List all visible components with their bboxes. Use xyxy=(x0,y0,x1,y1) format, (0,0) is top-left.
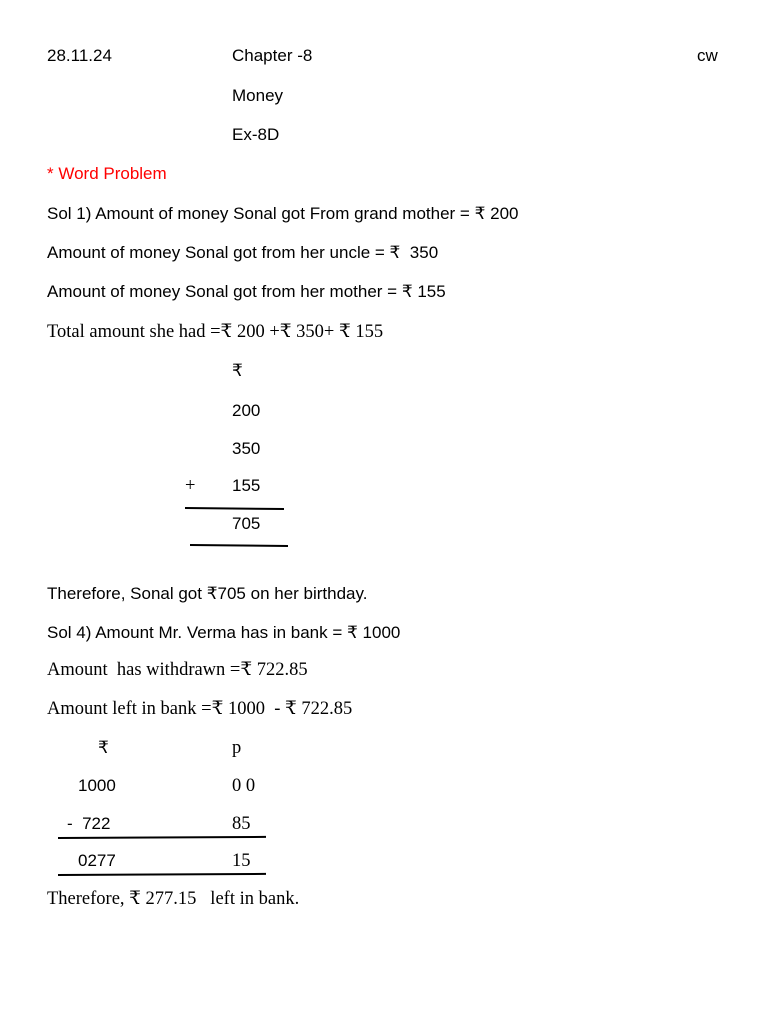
sol1-line3: Amount of money Sonal got from her mother = ₹ 155 xyxy=(47,282,446,301)
sol4-line1: Sol 4) Amount Mr. Verma has in bank = ₹ 1000 xyxy=(47,623,401,642)
sub-minuend-rupees: 1000 xyxy=(78,776,116,795)
sub-result-rupees: 0277 xyxy=(78,851,116,870)
sub-result-paise: 15 xyxy=(232,851,251,871)
sum-underline-top xyxy=(185,507,284,510)
sum-currency-symbol: ₹ xyxy=(232,361,243,380)
sol1-line1: Sol 1) Amount of money Sonal got From grand mother = ₹ 200 xyxy=(47,204,519,223)
sol4-line3: Amount left in bank =₹ 1000 - ₹ 722.85 xyxy=(47,699,353,719)
classwork-tag: cw xyxy=(697,46,718,65)
chapter-title: Chapter -8 xyxy=(232,46,313,65)
sum-addend-2: 350 xyxy=(232,439,261,458)
exercise-label: Ex-8D xyxy=(232,125,280,144)
sum-addend-1: 200 xyxy=(232,401,261,420)
sum-addend-3: 155 xyxy=(232,476,261,495)
sub-underline-top xyxy=(58,836,266,839)
sum-plus-sign: + xyxy=(185,476,196,496)
sol1-line4: Total amount she had =₹ 200 +₹ 350+ ₹ 155 xyxy=(47,322,384,342)
sub-minuend-paise: 0 0 xyxy=(232,776,256,796)
sub-subtrahend-paise: 85 xyxy=(232,814,251,834)
sol4-conclusion: Therefore, ₹ 277.15 left in bank. xyxy=(47,889,300,909)
sub-paise-header: p xyxy=(232,738,242,758)
sum-underline-bottom xyxy=(190,544,288,547)
sub-subtrahend-rupees: - 722 xyxy=(67,814,111,833)
sub-underline-bottom xyxy=(58,873,266,876)
date-label: 28.11.24 xyxy=(47,46,112,65)
sol1-line2: Amount of money Sonal got from her uncle = ₹ 350 xyxy=(47,243,439,262)
sub-rupee-header: ₹ xyxy=(98,738,109,757)
topic-title: Money xyxy=(232,86,284,105)
sol1-conclusion: Therefore, Sonal got ₹705 on her birthday. xyxy=(47,584,368,603)
section-heading: * Word Problem xyxy=(47,164,167,183)
sum-result: 705 xyxy=(232,514,261,533)
sol4-line2: Amount has withdrawn =₹ 722.85 xyxy=(47,660,308,680)
